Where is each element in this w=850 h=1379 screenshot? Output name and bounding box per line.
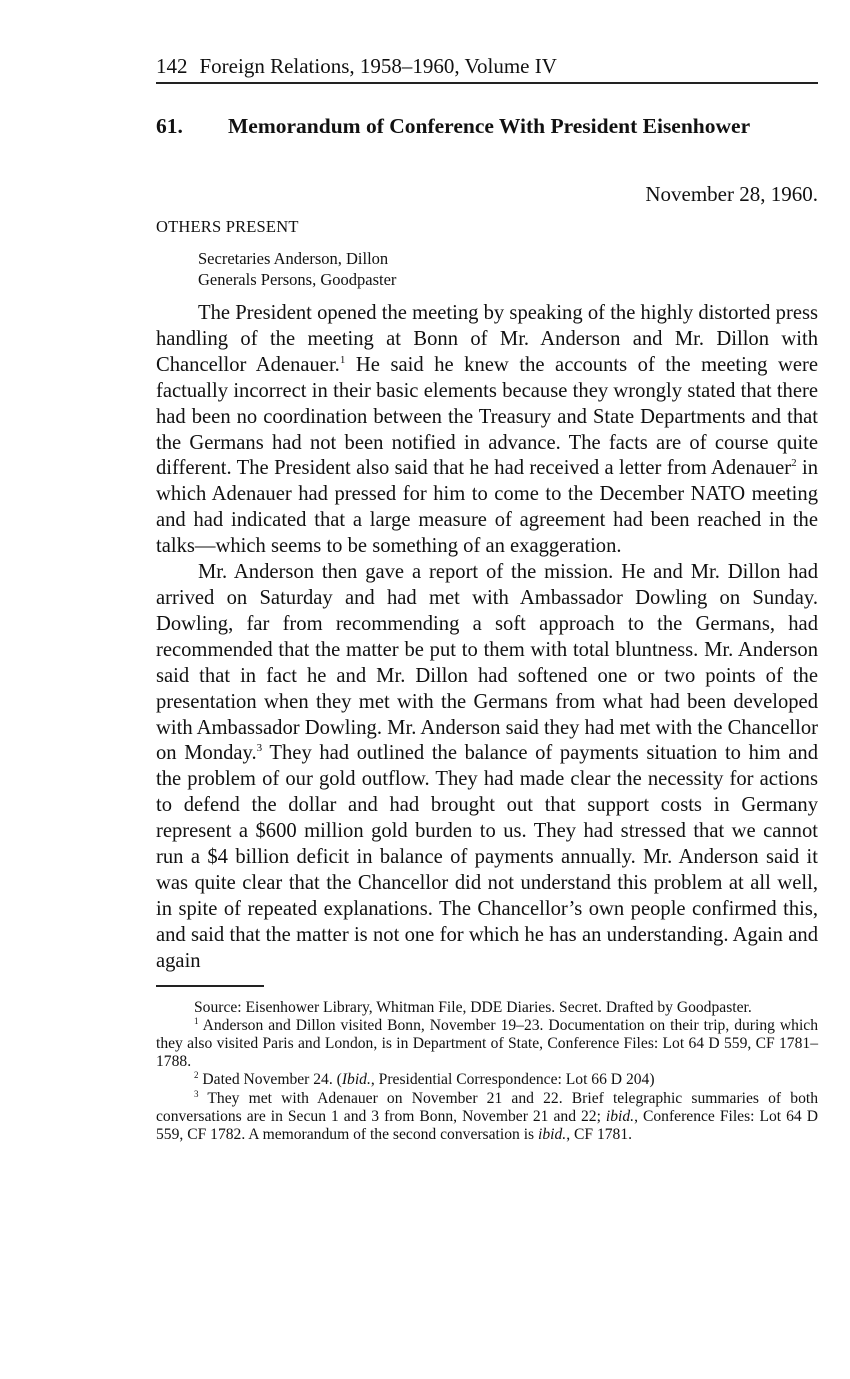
- document-number: 61.: [156, 114, 183, 138]
- footnote-divider: [156, 985, 264, 987]
- footnote: $^1$ Anderson and Dillon visited Bonn, November 19–23. Documentation on their trip, during which they also visited Paris and London, is in Department of State, Conference Files: Lot 64 D 559, CF 1781–1788.: [156, 1015, 818, 1071]
- others-present-item: Secretaries Anderson, Dillon: [198, 249, 389, 268]
- footnote-ref: 1: [339, 353, 346, 366]
- page-number: 142: [156, 54, 188, 78]
- body-paragraph: Mr. Anderson then gave a report of the mission. He and Mr. Dillon had arrived on Saturday and had met with Ambassador Dowling on Sunday. Dowling, far from recommending a soft approach to the Germans, had recommended that the matter be put to them with total bluntness. Mr. Anderson said that in fact he and Mr. Dillon had softened one or two points of the presentation when they met with the Germans from what had been developed with Ambassador Dowling. Mr. Anderson said they had met with the Chancellor on Monday.$^3$ They had outlined the balance of payments situation to him and the problem of our gold outflow. They had made clear the necessity for actions to defend the dollar and had brought out that support costs in Germany represent a $600 million gold burden to us. They had stressed that we cannot run a $4 billion deficit in balance of payments annually. Mr. Anderson said it was quite clear that the Chancellor did not understand this problem at all well, in spite of repeated explanations. The Chancellor’s own people confirmed this, and said that the matter is not one for which he has an understanding. Again and again: [156, 561, 818, 972]
- others-present-list: [198, 248, 818, 290]
- memorandum-body: [156, 301, 818, 975]
- footnote-ref: 2: [791, 457, 797, 470]
- footnote-source: Source: Eisenhower Library, Whitman File, DDE Diaries. Secret. Drafted by Goodpaster.: [194, 998, 752, 1016]
- document-date: November 28, 1960.: [645, 182, 818, 206]
- others-present-label: OTHERS PRESENT: [156, 217, 299, 236]
- document-heading: [156, 112, 818, 140]
- running-head: [156, 52, 818, 84]
- document-page: [156, 52, 818, 1144]
- footnote: $^3$ They met with Adenauer on November 21 and 22. Brief telegraphic summaries of both conversations are in Secun 1 and 3 from Bonn, November 21 and 22; ibid., Conference Files: Lot 64 D 559, CF 1782. A memorandum of the second conversation is ibid., CF 1781.: [156, 1088, 818, 1143]
- series-title: Foreign Relations, 1958–1960, Volume IV: [199, 54, 557, 78]
- footnotes: [156, 999, 818, 1145]
- others-present-item: Generals Persons, Goodpaster: [198, 270, 397, 289]
- document-title: Memorandum of Conference With President Eisenhower: [228, 114, 751, 138]
- footnote: $^2$ Dated November 24. (Ibid., Presidential Correspondence: Lot 66 D 204): [194, 1070, 655, 1089]
- footnote-ref: 3: [256, 742, 263, 755]
- body-paragraph: The President opened the meeting by speaking of the highly distorted press handling of the meeting at Bonn of Mr. Anderson and Mr. Dillon with Chancellor Adenauer.$^1$ He said he knew the accounts of the meeting were factually incorrect in their basic elements because they wrongly stated that there had been no coordination between the Treasury and State Departments and that the Germans had not been notified in advance. The facts are of course quite different. The President also said that he had received a letter from Adenauer$^2$ in which Adenauer had pressed for him to come to the December NATO meeting and had indicated that a large measure of agreement had been reached in the talks—which seems to be something of an exaggeration.: [156, 302, 818, 558]
